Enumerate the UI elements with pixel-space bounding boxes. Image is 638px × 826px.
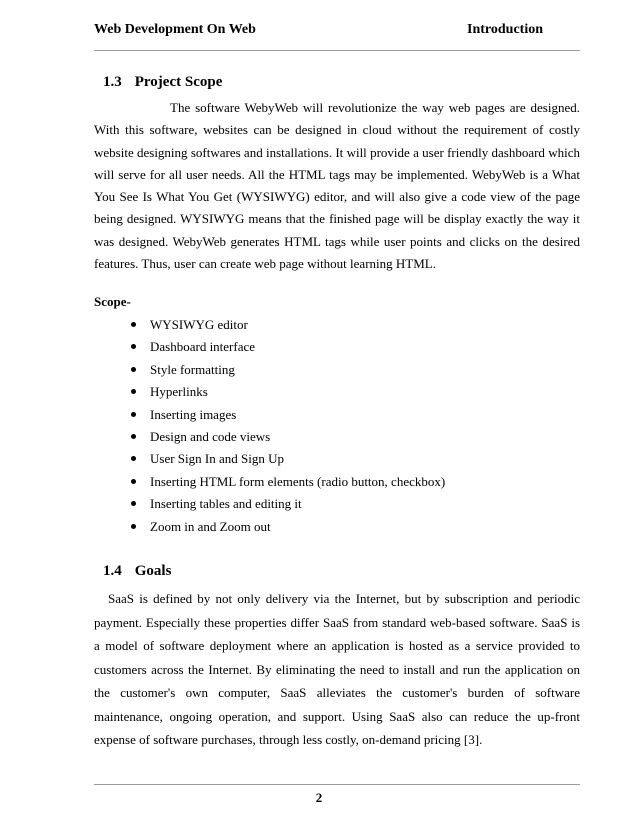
section-number: 1.4: [103, 563, 122, 579]
footer-rule: [94, 784, 580, 785]
section-title: Project Scope: [134, 74, 223, 90]
section-heading-project-scope: [103, 74, 222, 91]
list-item-text: WYSIWYG editor: [150, 317, 248, 332]
scope-list-label: Scope-: [94, 294, 131, 309]
bullet-icon: [131, 344, 136, 349]
header-chapter-title: Introduction: [467, 22, 543, 37]
header-document-title: Web Development On Web: [94, 22, 256, 37]
bullet-icon: [131, 479, 136, 484]
bullet-icon: [131, 389, 136, 394]
bullet-icon: [131, 501, 136, 506]
section-heading-goals: [103, 563, 171, 580]
bullet-icon: [131, 434, 136, 439]
bullet-icon: [131, 367, 136, 372]
bullet-icon: [131, 524, 136, 529]
list-item-text: Dashboard interface: [150, 339, 256, 355]
header-rule: [94, 50, 580, 51]
section-number: 1.3: [103, 74, 122, 90]
list-item-text: Inserting images: [150, 406, 237, 422]
list-item-text: Zoom in and Zoom out: [150, 518, 271, 534]
bullet-icon: [131, 456, 136, 461]
project-scope-paragraph: The software WebyWeb will revolutionize the way web pages are designed. With this software, websites can be designed in cloud without the requirement of costly website designing softwares and installations. It will provide a user friendly dashboard which will serve for all user needs. All the HTML tags may be implemented. WebyWeb is a What You See Is What You Get (WYSIWYG) editor, and will also give a code view of the page being designed. WYSIWYG means that the finished page will be display exactly the way it was designed. WebyWeb generates HTML tags while user points and clicks on the desired features. Thus, user can create web page without learning HTML.: [94, 100, 580, 272]
bullet-icon: [131, 412, 136, 417]
section-title: Goals: [134, 563, 172, 579]
running-header: [94, 22, 543, 42]
page-number: 2: [315, 790, 323, 805]
list-item-text: Style formatting: [150, 361, 235, 377]
goals-paragraph: SaaS is defined by not only delivery via the Internet, but by subscription and periodic payment. Especially these properties differ SaaS from standard web-based software. SaaS is a model of software deployment where an application is hosted as a service provided to customers across the Internet. By eliminating the need to install and run the application on the customer's own computer, SaaS alleviates the customer's burden of software maintenance, ongoing operation, and support. Using SaaS also can reduce the up-front expense of software purchases, through less costly, on-demand pricing [3].: [94, 591, 580, 747]
list-item-text: Inserting tables and editing it: [150, 496, 302, 512]
list-item-text: Hyperlinks: [150, 384, 208, 400]
list-item-text: Inserting HTML form elements (radio button, checkbox): [150, 473, 446, 489]
list-item-text: User Sign In and Sign Up: [150, 451, 284, 467]
bullet-icon: [131, 322, 136, 327]
list-item-text: Design and code views: [150, 428, 271, 444]
